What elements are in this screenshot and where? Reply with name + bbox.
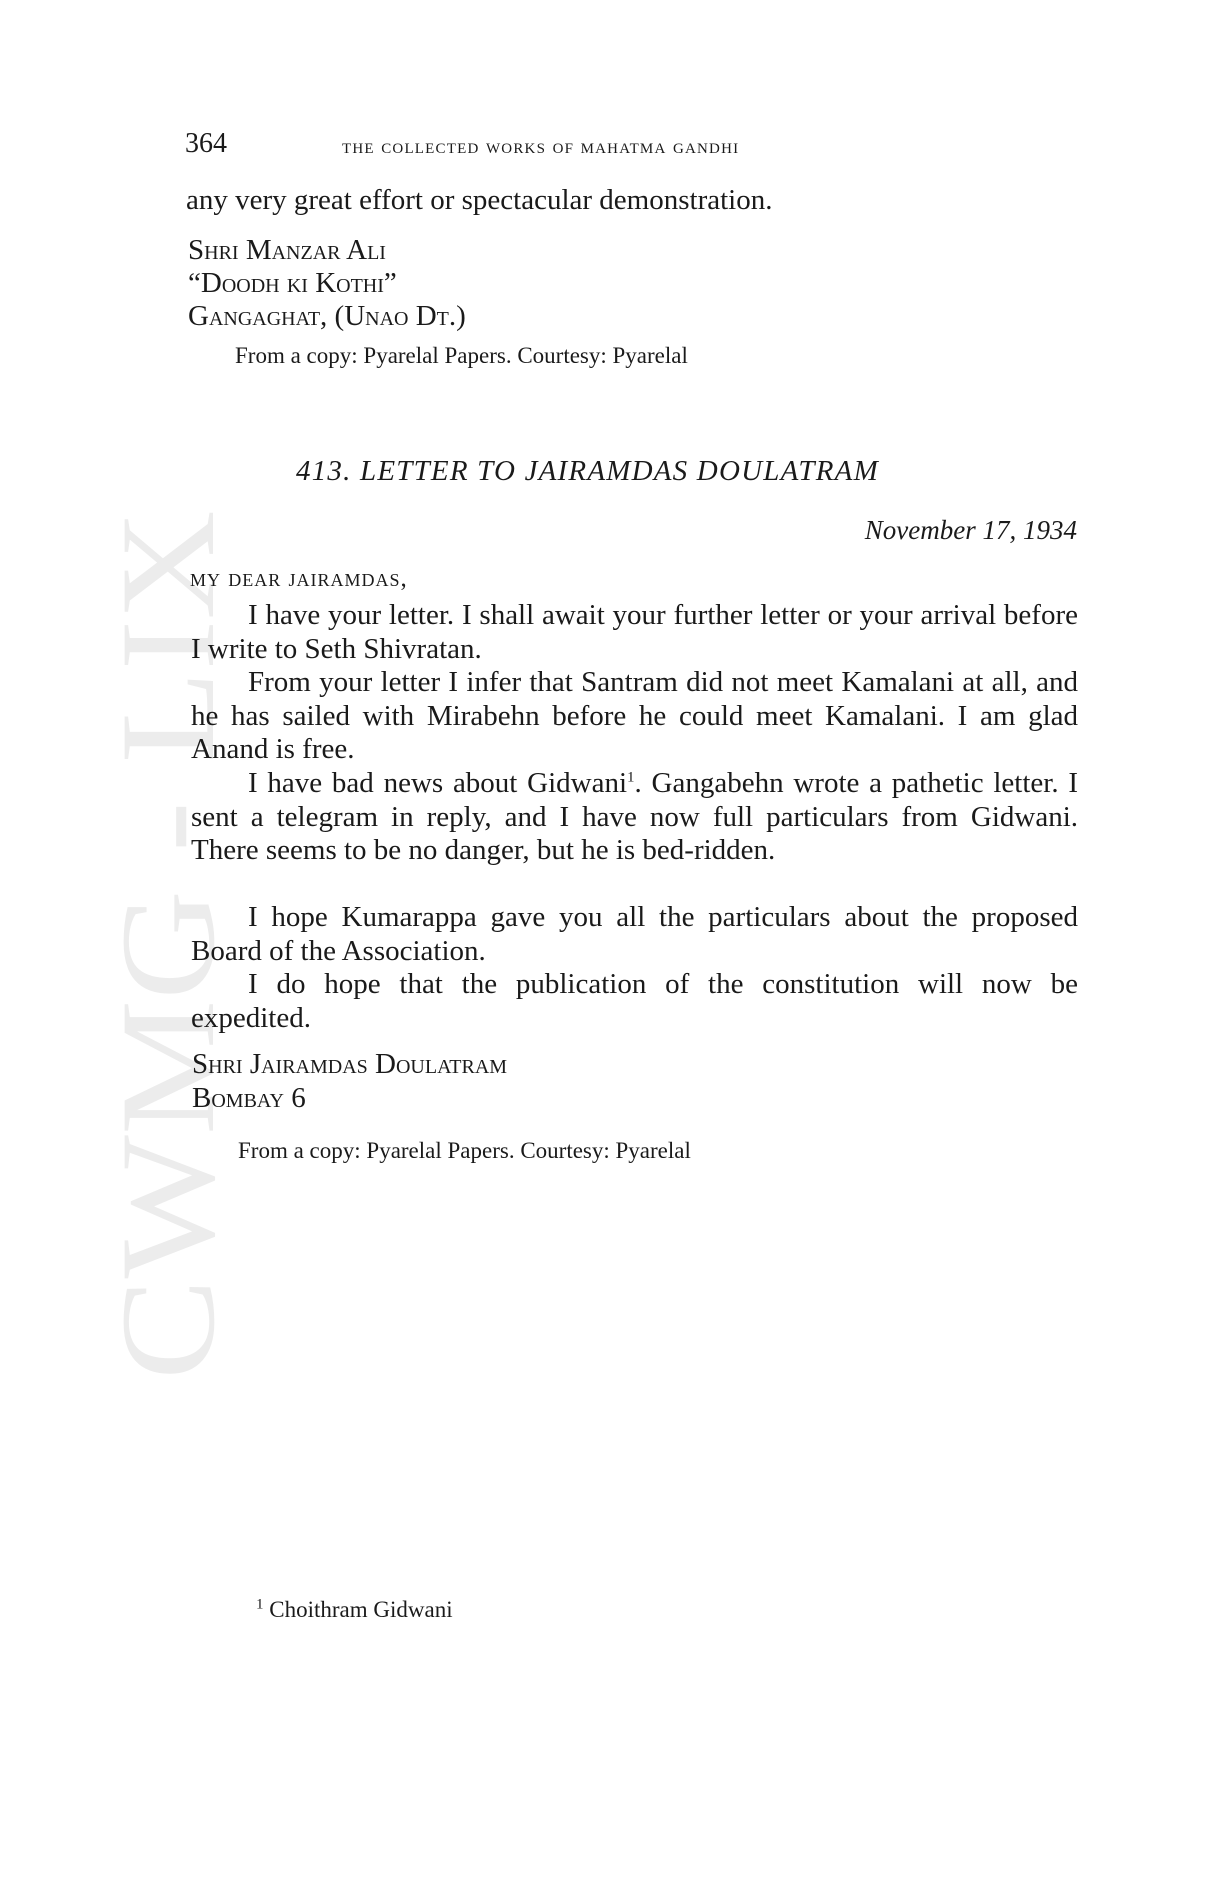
letter-paragraph — [191, 901, 1078, 968]
letter-paragraph — [191, 599, 1078, 666]
source-note: From a copy: Pyarelal Papers. Courtesy: Pyarelal — [238, 1138, 691, 1163]
letter-paragraph — [191, 968, 1078, 1035]
addressee-line: Bombay 6 — [192, 1082, 306, 1114]
addressee-line: Shri Jairamdas Doulatram — [192, 1048, 508, 1080]
paragraph-text: I have bad news about Gidwani — [248, 767, 628, 799]
footnote-text: Choithram Gidwani — [269, 1597, 453, 1622]
previous-source-note: From a copy: Pyarelal Papers. Courtesy: Pyarelal — [235, 343, 688, 368]
footnote — [256, 1597, 453, 1623]
letter-date: November 17, 1934 — [864, 515, 1077, 545]
footnote-marker: 1 — [256, 1596, 264, 1613]
previous-addressee-line: “Doodh ki Kothi” — [188, 267, 397, 299]
salutation: my dear jairamdas, — [190, 565, 408, 592]
paragraph-text: . Gangabehn wrote a pathetic letter. I sent a telegram in reply, and I have now full particulars from Gidwani. There seems to be no danger, but he is bed-ridden. — [191, 767, 1078, 866]
paragraph-text: I have your letter. I shall await your further letter or your arrival before I write to Seth Shivratan. — [191, 599, 1078, 665]
paragraph-text: From your letter I infer that Santram did not meet Kamalani at all, and he has sailed with Mirabehn before he could meet Kamalani. I am glad Anand is free. — [191, 666, 1078, 765]
item-heading: 413. LETTER TO JAIRAMDAS DOULATRAM — [296, 455, 879, 487]
letter-paragraph — [191, 767, 1078, 868]
watermark-text: CWMG LIX — [118, 607, 238, 1380]
letter-paragraph — [191, 666, 1078, 767]
running-title: the collected works of mahatma gandhi — [342, 134, 740, 158]
previous-addressee-line: Shri Manzar Ali — [188, 234, 386, 266]
footnote-reference: 1 — [627, 769, 635, 786]
previous-addressee-line: Gangaghat, (Unao Dt.) — [188, 300, 466, 332]
page-number: 364 — [185, 128, 227, 159]
paragraph-text: I do hope that the publication of the constitution will now be expedited. — [191, 968, 1078, 1034]
previous-closing-line: any very great effort or spectacular demonstration. — [186, 184, 773, 216]
paragraph-text: I hope Kumarappa gave you all the particulars about the proposed Board of the Association. — [191, 901, 1078, 967]
